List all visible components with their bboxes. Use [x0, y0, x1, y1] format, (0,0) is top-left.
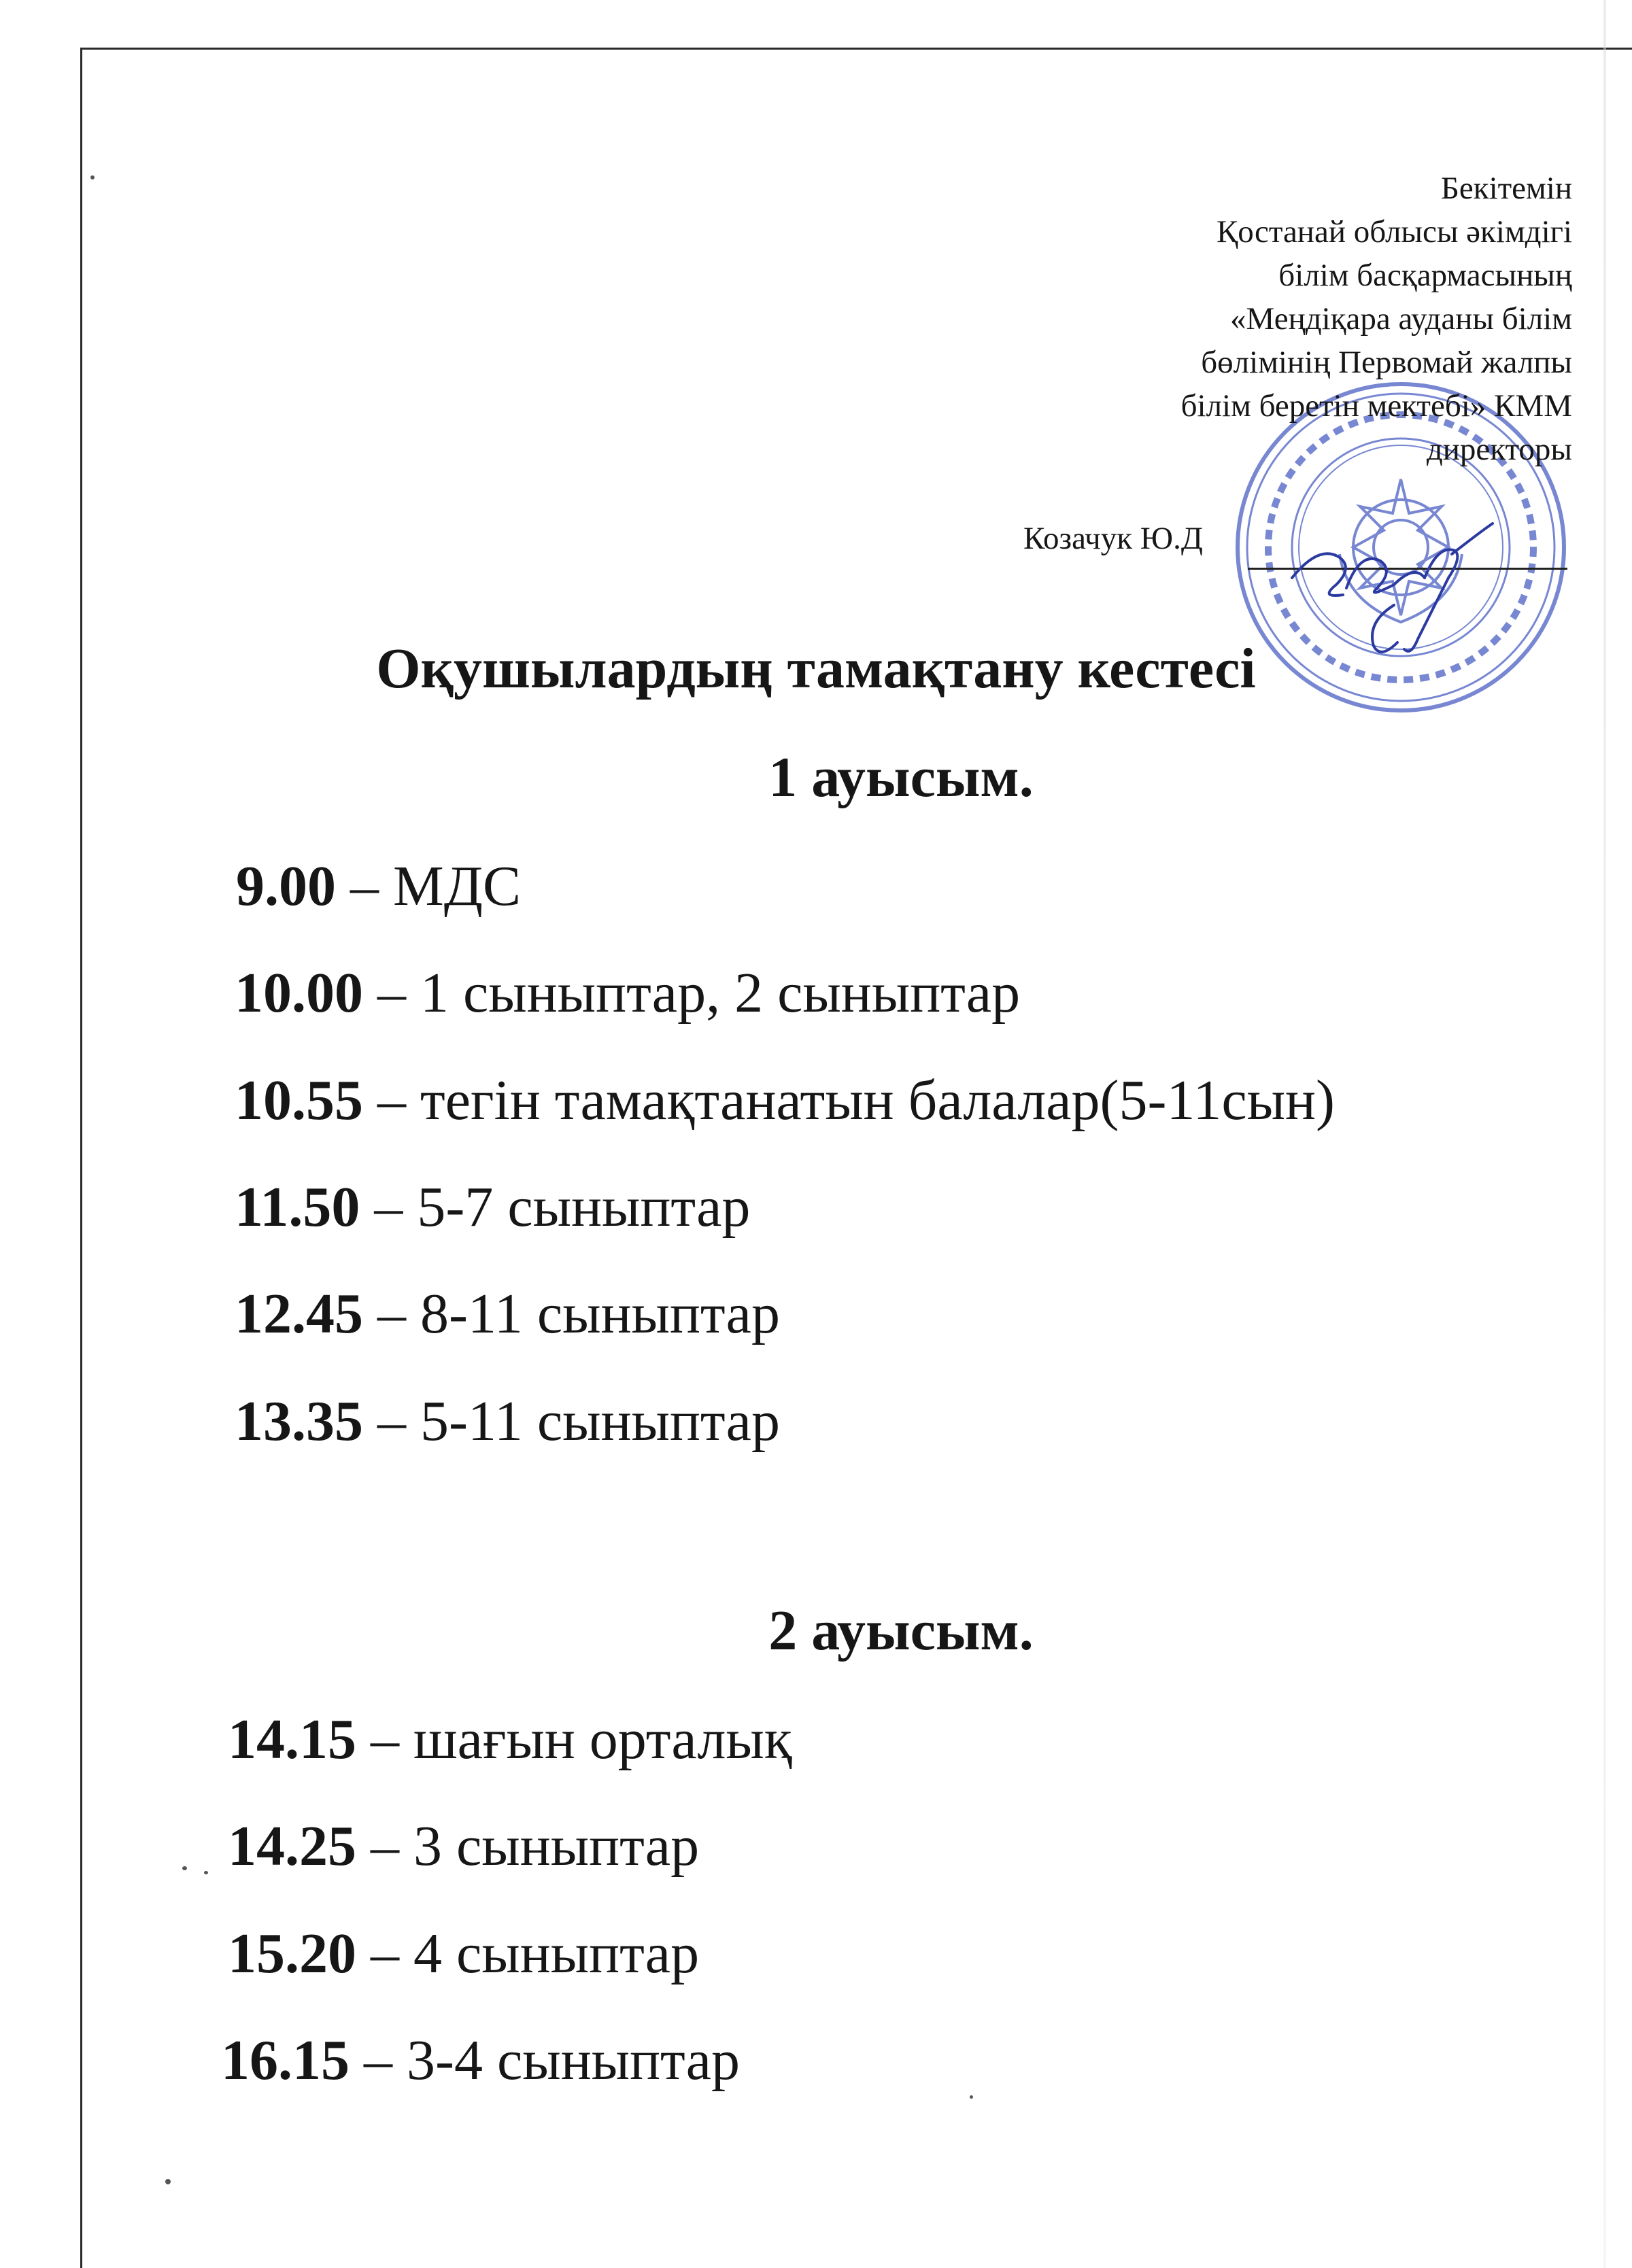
schedule-text: – 5-11 сыныптар	[363, 1390, 780, 1453]
shift-heading: 1 ауысым.	[768, 746, 1034, 809]
approval-line: директоры	[1426, 432, 1572, 467]
schedule-time: 10.55	[235, 1069, 363, 1132]
approval-line: бөлімінің Первомай жалпы	[1201, 345, 1572, 380]
schedule-row	[235, 1067, 1335, 1133]
schedule-text: – 3 сыныптар	[356, 1815, 700, 1878]
approval-line: «Меңдіқара ауданы білім	[1230, 301, 1572, 337]
schedule-row	[221, 2027, 740, 2093]
schedule-text: – 3-4 сыныптар	[350, 2029, 741, 2092]
schedule-time: 11.50	[235, 1175, 360, 1239]
approval-line: білім беретін мектебі» КММ	[1180, 388, 1572, 424]
schedule-time: 10.00	[235, 961, 363, 1025]
schedule-text: – тегін тамақтанатын балалар(5-11сын)	[363, 1069, 1335, 1132]
scan-edge	[1603, 0, 1606, 2268]
schedule-text: – 8-11 сыныптар	[363, 1282, 780, 1345]
scan-speck	[970, 2095, 973, 2099]
schedule-row	[235, 960, 1020, 1026]
schedule-time: 14.25	[228, 1815, 356, 1878]
schedule-row	[235, 1281, 780, 1347]
schedule-text: – 5-7 сыныптар	[360, 1175, 751, 1239]
scan-speck	[165, 2179, 171, 2184]
schedule-row	[235, 1388, 780, 1454]
schedule-text: – 4 сыныптар	[356, 1922, 700, 1985]
schedule-time: 9.00	[236, 855, 336, 918]
schedule-time: 13.35	[235, 1390, 363, 1453]
handwritten-signature-icon	[1278, 503, 1503, 666]
schedule-time: 12.45	[235, 1282, 363, 1345]
approval-line: Қостанай облысы әкімдігі	[1216, 214, 1572, 250]
schedule-text: – шағын орталық	[356, 1708, 792, 1771]
schedule-row	[228, 1813, 699, 1879]
approval-block	[1181, 167, 1572, 471]
approval-line: білім басқармасының	[1278, 258, 1572, 293]
schedule-time: 16.15	[221, 2029, 350, 2092]
schedule-time: 14.15	[228, 1708, 356, 1771]
schedule-row	[235, 1174, 750, 1240]
page-title: Оқушылардың тамақтану кестесі	[376, 637, 1256, 700]
scan-speck	[204, 1871, 208, 1874]
schedule-text: – МДС	[336, 855, 522, 918]
schedule-row	[236, 853, 521, 919]
signatory-name: Козачук Ю.Д	[1023, 521, 1203, 556]
scan-speck	[90, 175, 95, 179]
approval-line: Бекітемін	[1440, 171, 1572, 206]
schedule-row	[228, 1706, 792, 1772]
schedule-time: 15.20	[228, 1922, 356, 1985]
scan-speck	[182, 1866, 187, 1870]
schedule-row	[228, 1921, 699, 1987]
shift-heading: 2 ауысым.	[768, 1599, 1034, 1662]
schedule-text: – 1 сыныптар, 2 сыныптар	[363, 961, 1021, 1025]
